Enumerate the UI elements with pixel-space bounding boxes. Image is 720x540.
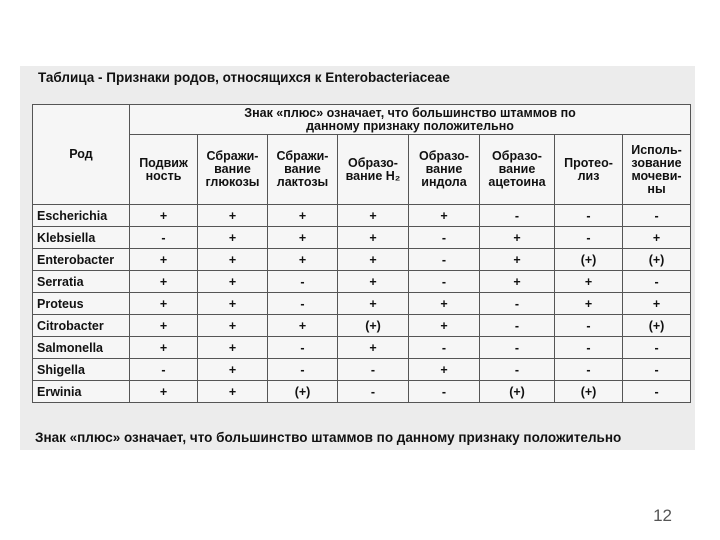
genus-name: Salmonella (33, 337, 130, 359)
trait-value: - (268, 293, 338, 315)
genus-name: Escherichia (33, 205, 130, 227)
trait-value: - (555, 359, 623, 381)
genus-name: Erwinia (33, 381, 130, 403)
trait-value: - (480, 293, 555, 315)
trait-value: + (555, 271, 623, 293)
column-header: Подвиж ность (130, 135, 198, 205)
trait-value: + (480, 227, 555, 249)
trait-value: - (268, 337, 338, 359)
trait-value: + (130, 293, 198, 315)
trait-value: + (130, 381, 198, 403)
trait-value: + (198, 249, 268, 271)
footnote: Знак «плюс» означает, что большинство штаммов по данному признаку положительно (35, 430, 622, 445)
genus-name: Enterobacter (33, 249, 130, 271)
trait-value: + (338, 293, 409, 315)
table-row (33, 381, 691, 403)
trait-value: - (623, 205, 691, 227)
trait-value: - (338, 381, 409, 403)
trait-value: - (409, 249, 480, 271)
trait-value: - (555, 337, 623, 359)
table-row (33, 293, 691, 315)
trait-value: + (130, 337, 198, 359)
trait-value: - (623, 337, 691, 359)
trait-value: - (555, 315, 623, 337)
trait-value: - (409, 227, 480, 249)
genus-name: Serratia (33, 271, 130, 293)
genus-name: Shigella (33, 359, 130, 381)
trait-value: + (338, 205, 409, 227)
trait-value: - (623, 381, 691, 403)
column-header: Сбражи- вание лактозы (268, 135, 338, 205)
trait-value: + (409, 315, 480, 337)
trait-value: - (555, 205, 623, 227)
trait-value: + (198, 271, 268, 293)
trait-value: - (480, 315, 555, 337)
trait-value: (+) (555, 381, 623, 403)
table-row (33, 271, 691, 293)
column-header: Образо- вание индола (409, 135, 480, 205)
column-header: Протео- лиз (555, 135, 623, 205)
trait-value: (+) (555, 249, 623, 271)
enterobacteriaceae-table (32, 104, 691, 403)
trait-value: - (268, 359, 338, 381)
trait-value: - (268, 271, 338, 293)
trait-value: - (130, 359, 198, 381)
table-row (33, 205, 691, 227)
trait-value: - (555, 227, 623, 249)
column-header: Исполь- зование мочеви- ны (623, 135, 691, 205)
table-row (33, 227, 691, 249)
genus-header: Род (33, 105, 130, 205)
trait-value: (+) (268, 381, 338, 403)
table-row (33, 249, 691, 271)
trait-value: - (338, 359, 409, 381)
trait-value: + (623, 227, 691, 249)
trait-value: - (409, 271, 480, 293)
trait-value: (+) (338, 315, 409, 337)
trait-value: + (480, 249, 555, 271)
trait-value: + (130, 271, 198, 293)
trait-value: + (409, 359, 480, 381)
trait-value: - (480, 359, 555, 381)
trait-value: + (623, 293, 691, 315)
trait-value: + (409, 205, 480, 227)
trait-value: + (338, 227, 409, 249)
trait-value: + (198, 227, 268, 249)
trait-value: + (409, 293, 480, 315)
genus-name: Citrobacter (33, 315, 130, 337)
trait-value: + (198, 205, 268, 227)
trait-value: + (268, 227, 338, 249)
trait-value: - (130, 227, 198, 249)
trait-value: + (338, 271, 409, 293)
trait-value: + (198, 359, 268, 381)
table-row (33, 359, 691, 381)
trait-value: (+) (623, 315, 691, 337)
trait-value: - (623, 359, 691, 381)
trait-value: (+) (480, 381, 555, 403)
trait-value: - (409, 337, 480, 359)
page-number: 12 (653, 506, 672, 525)
genus-name: Klebsiella (33, 227, 130, 249)
table-row (33, 315, 691, 337)
trait-value: + (198, 381, 268, 403)
trait-value: + (130, 315, 198, 337)
trait-value: - (480, 337, 555, 359)
table-caption: Таблица - Признаки родов, относящихся к Enterobacteriaceae (38, 70, 450, 85)
genus-name: Proteus (33, 293, 130, 315)
trait-value: - (480, 205, 555, 227)
trait-value: + (338, 249, 409, 271)
trait-value: + (130, 249, 198, 271)
column-header: Образо- вание H₂ (338, 135, 409, 205)
trait-value: + (268, 205, 338, 227)
trait-value: - (409, 381, 480, 403)
trait-value: - (623, 271, 691, 293)
trait-value: + (198, 315, 268, 337)
trait-value: (+) (623, 249, 691, 271)
trait-value: + (338, 337, 409, 359)
column-header: Сбражи- вание глюкозы (198, 135, 268, 205)
trait-value: + (198, 337, 268, 359)
span-header: Знак «плюс» означает, что большинство штаммов по данному признаку положительно (130, 105, 691, 135)
column-header: Образо- вание ацетоина (480, 135, 555, 205)
trait-value: + (555, 293, 623, 315)
trait-value: + (130, 205, 198, 227)
table-row (33, 337, 691, 359)
trait-value: + (198, 293, 268, 315)
trait-value: + (480, 271, 555, 293)
trait-value: + (268, 249, 338, 271)
trait-value: + (268, 315, 338, 337)
